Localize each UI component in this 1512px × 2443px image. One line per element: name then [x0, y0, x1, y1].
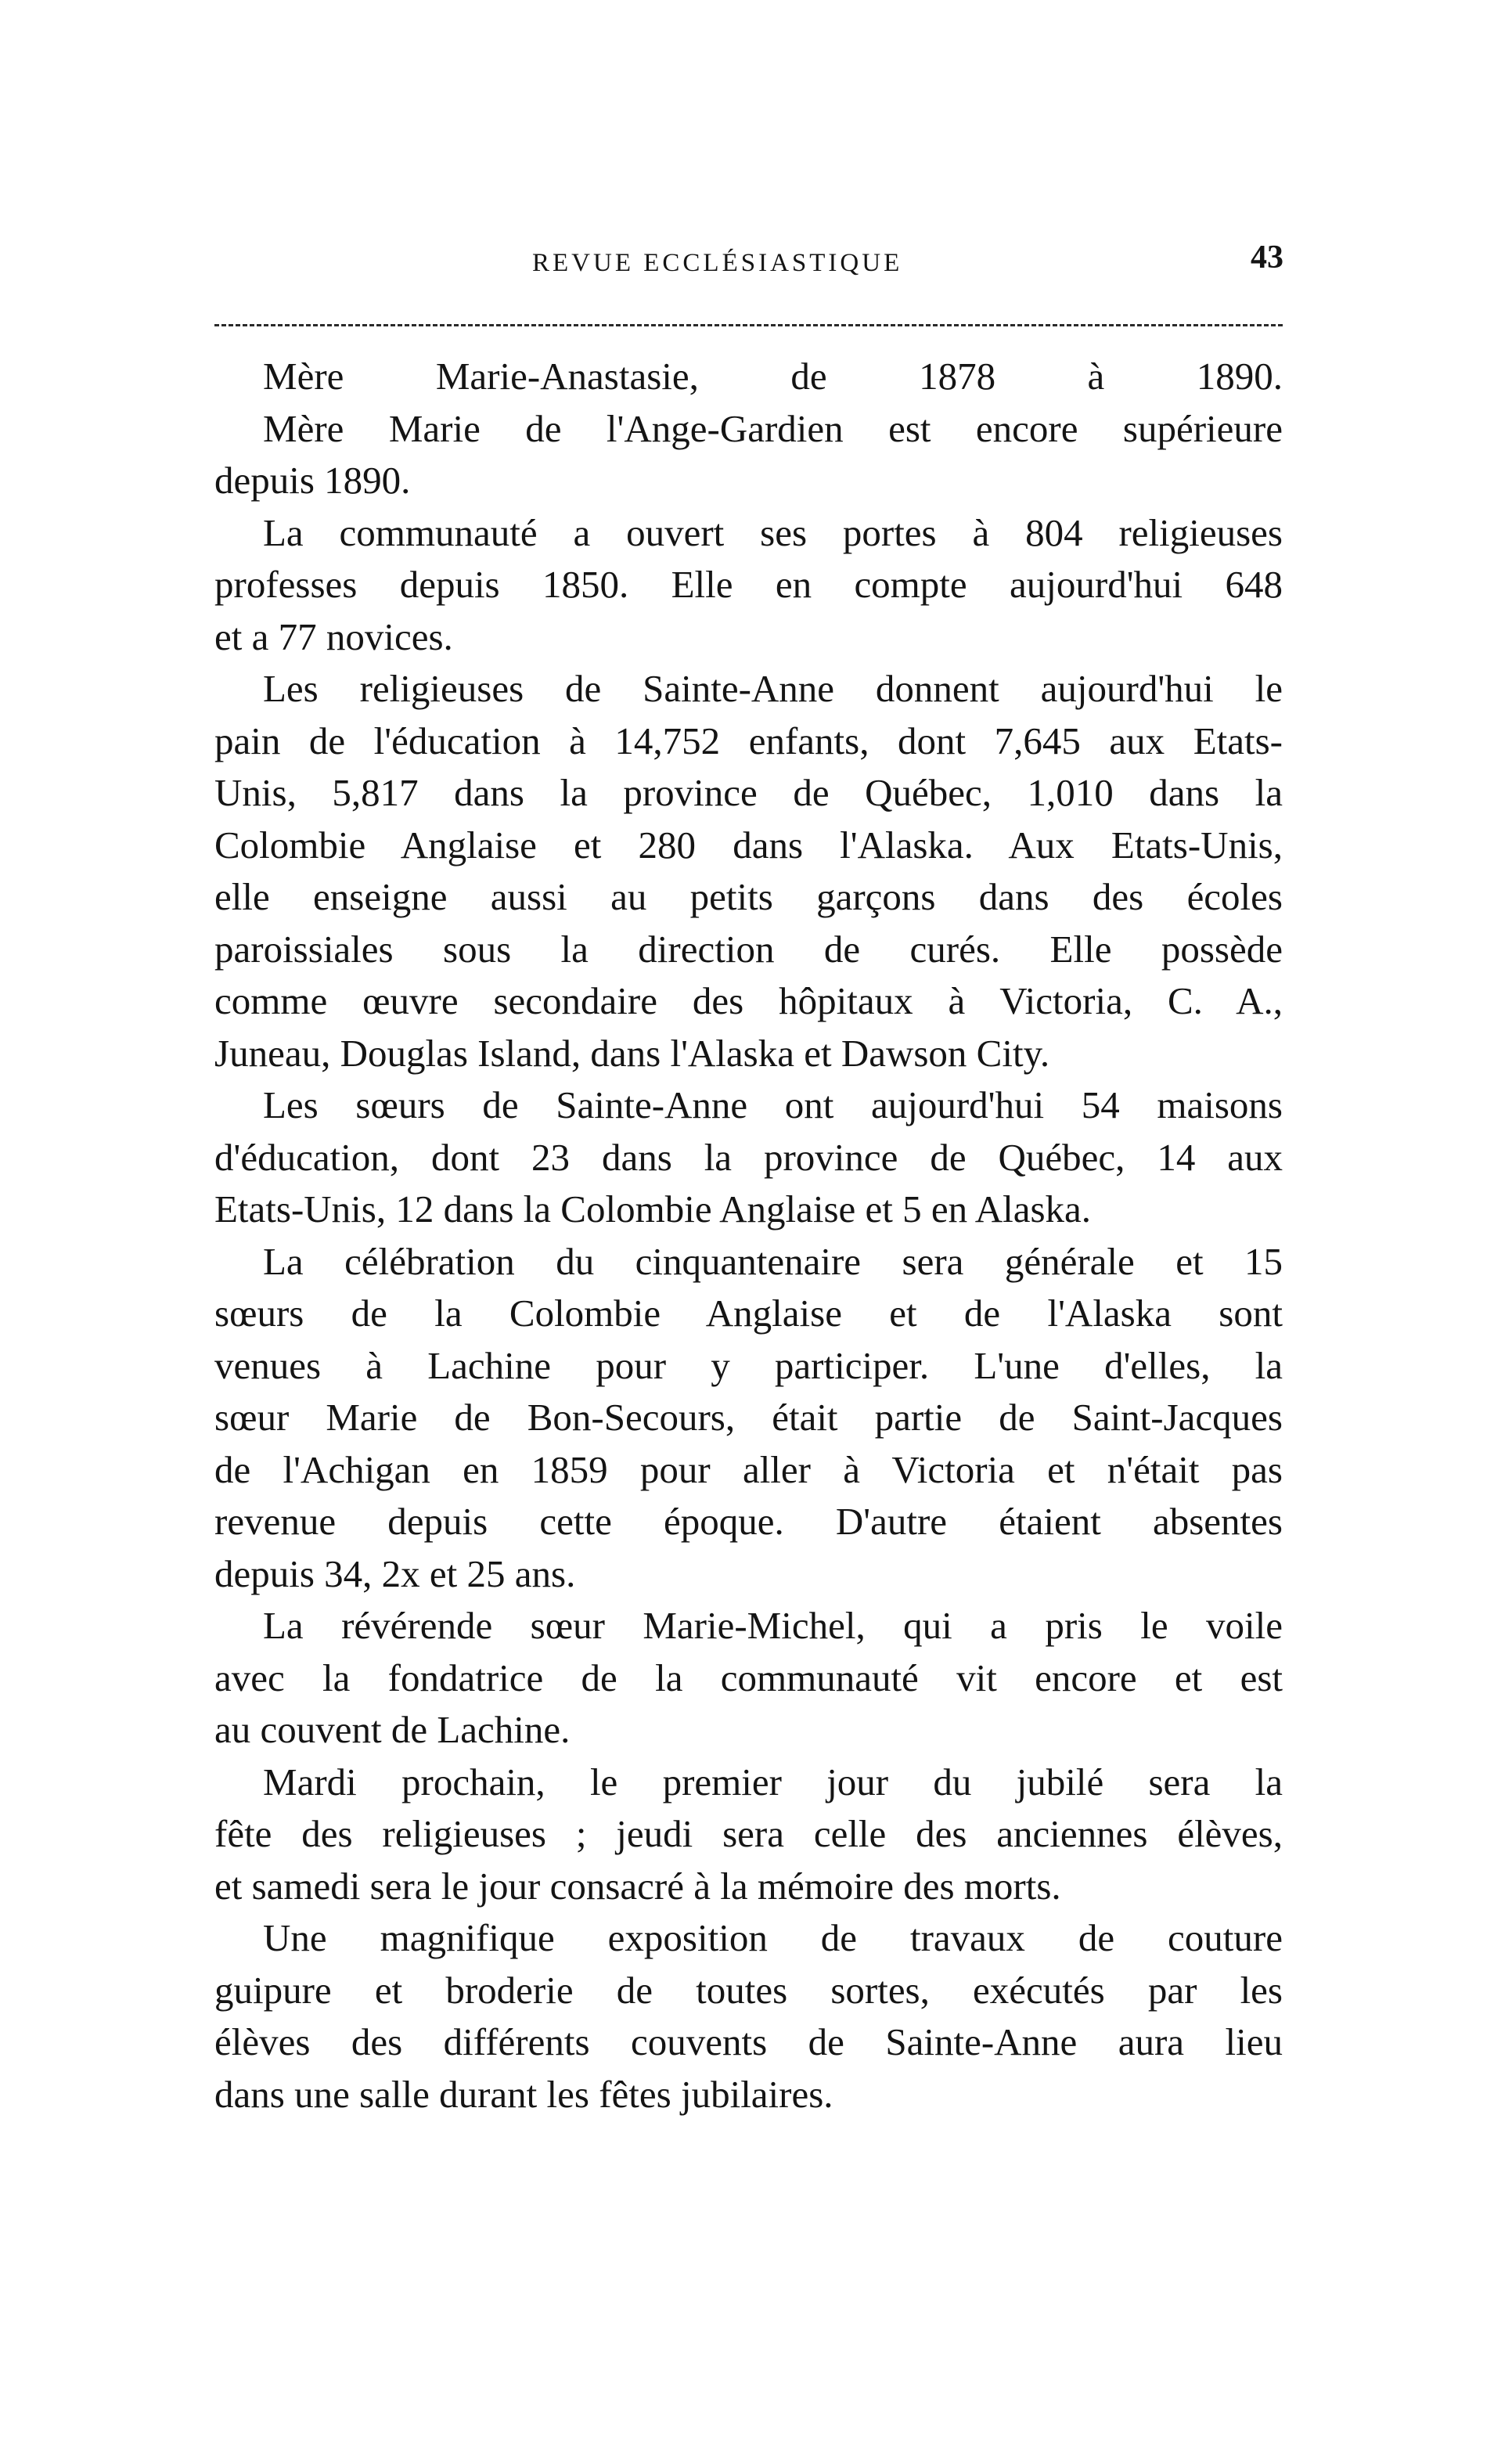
text-line: depuis 34, 2x et 25 ans.: [214, 1551, 576, 1595]
text-line: fête des religieuses ; jeudi sera celle des anciennes élèves,: [214, 1812, 1283, 1855]
text-line: La célébration du cinquantenaire sera générale et 15: [263, 1239, 1283, 1283]
text-line: Mère Marie de l'Ange-Gardien est encore supérieure: [263, 406, 1283, 450]
text-line: Unis, 5,817 dans la province de Québec, 1,010 dans la: [214, 771, 1283, 814]
text-line: de l'Achigan en 1859 pour aller à Victoria et n'était pas: [214, 1447, 1283, 1491]
text-line: Une magnifique exposition de travaux de couture: [263, 1916, 1283, 1959]
text-line: Les sœurs de Sainte-Anne ont aujourd'hui 54 maisons: [263, 1083, 1283, 1126]
text-line: d'éducation, dont 23 dans la province de Québec, 14 aux: [214, 1135, 1283, 1179]
text-line: sœurs de la Colombie Anglaise et de l'Alaska sont: [214, 1292, 1283, 1335]
text-line: avec la fondatrice de la communauté vit encore et est: [214, 1656, 1283, 1699]
text-line: Mère Marie-Anastasie, de 1878 à 1890.: [263, 355, 1283, 398]
text-line: venues à Lachine pour y participer. L'une d'elles, la: [214, 1343, 1283, 1387]
text-line: au couvent de Lachine.: [214, 1708, 571, 1751]
text-line: La communauté a ouvert ses portes à 804 religieuses: [263, 510, 1283, 554]
text-line: elle enseigne aussi au petits garçons dans des écoles: [214, 875, 1283, 918]
text-line: élèves des différents couvents de Sainte-Anne aura lieu: [214, 2020, 1283, 2063]
text-line: professes depuis 1850. Elle en compte aujourd'hui 648: [214, 563, 1283, 606]
text-line: et a 77 novices.: [214, 614, 453, 658]
text-line: dans une salle durant les fêtes jubilaires.: [214, 2072, 833, 2116]
running-head: REVUE ECCLÉSIASTIQUE: [532, 249, 903, 277]
text-line: pain de l'éducation à 14,752 enfants, dont 7,645 aux Etats-: [214, 719, 1283, 762]
body-text: [214, 351, 1283, 2121]
text-line: Juneau, Douglas Island, dans l'Alaska et Dawson City.: [214, 1031, 1050, 1075]
text-line: La révérende sœur Marie-Michel, qui a pris le voile: [263, 1604, 1283, 1647]
text-line: Mardi prochain, le premier jour du jubilé sera la: [263, 1760, 1283, 1803]
page-number: 43: [1251, 240, 1283, 276]
text-line: et samedi sera le jour consacré à la mémoire des morts.: [214, 1864, 1061, 1908]
text-line: sœur Marie de Bon-Secours, était partie de Saint-Jacques: [214, 1396, 1283, 1439]
text-line: paroissiales sous la direction de curés. Elle possède: [214, 927, 1283, 971]
text-line: comme œuvre secondaire des hôpitaux à Victoria, C. A.,: [214, 979, 1283, 1022]
text-line: guipure et broderie de toutes sortes, exécutés par les: [214, 1968, 1283, 2012]
text-line: revenue depuis cette époque. D'autre étaient absentes: [214, 1500, 1283, 1543]
text-line: depuis 1890.: [214, 459, 411, 502]
text-line: Etats-Unis, 12 dans la Colombie Anglaise et 5 en Alaska.: [214, 1187, 1092, 1231]
text-line: Les religieuses de Sainte-Anne donnent aujourd'hui le: [263, 667, 1283, 710]
text-line: Colombie Anglaise et 280 dans l'Alaska. Aux Etats-Unis,: [214, 823, 1283, 867]
header-rule: [214, 324, 1283, 326]
